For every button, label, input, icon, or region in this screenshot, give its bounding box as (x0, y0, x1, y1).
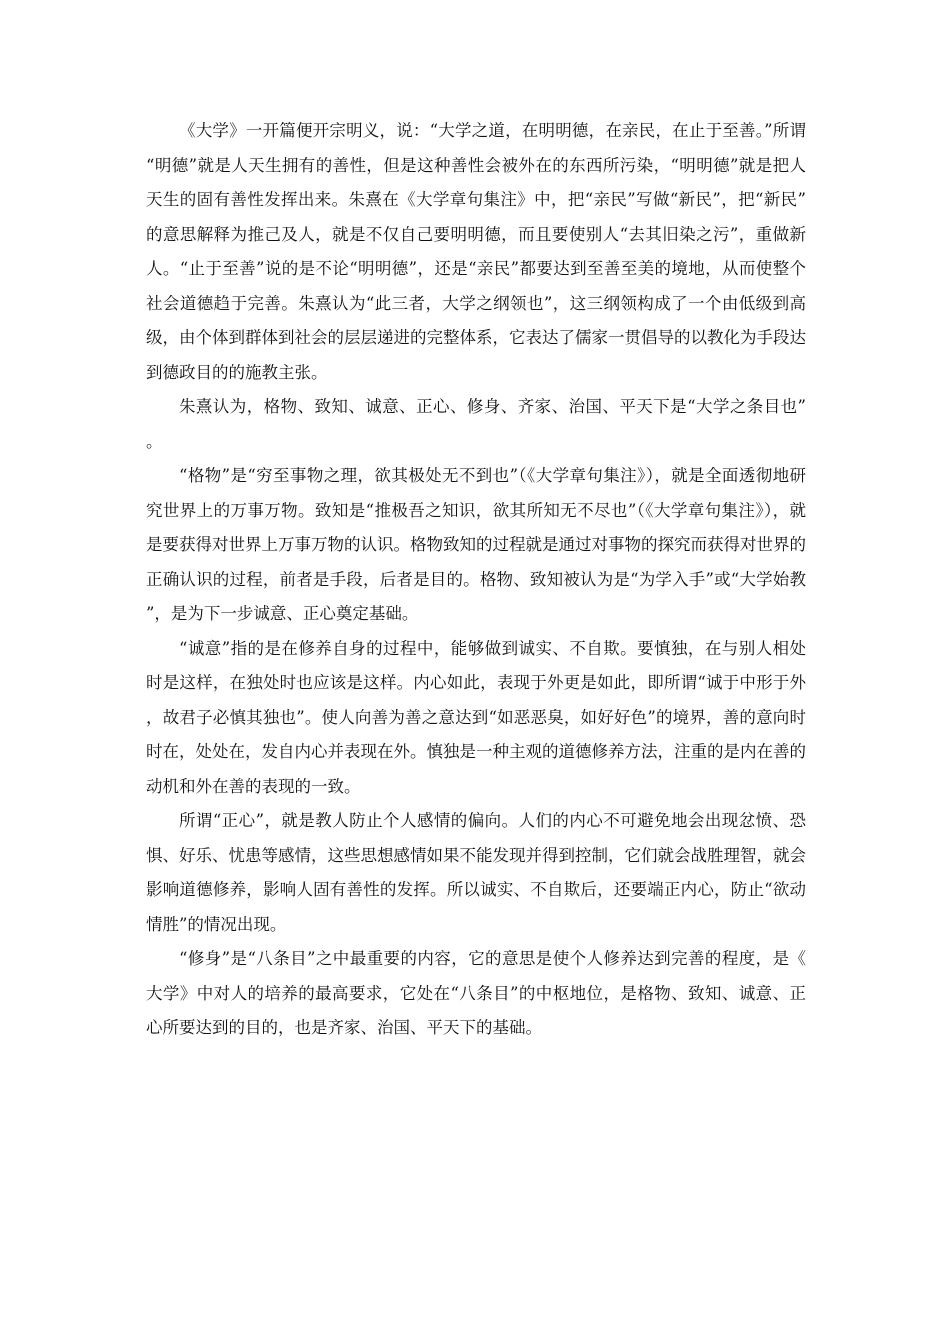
paragraph-chengyi: “诚意”指的是在修养自身的过程中，能够做到诚实、不自欺。要慎独，在与别人相处时是这样，在独处时也应该是这样。内心如此，表现于外更是如此，即所谓“诚于中形于外，故君子必慎其独也”。使人向善为善之意达到“如恶恶臭，如好好色”的境界，善的意向时时在，处处在，发自内心并表现在外。慎独是一种主观的道德修养方法，注重的是内在善的动机和外在善的表现的一致。 (146, 638, 806, 796)
paragraph-gewu-zhizhi: “格物”是“穷至事物之理，欲其极处无不到也”（《大学章句集注》），就是全面透彻地研究世界上的万事万物。致知是“推极吾之知识，欲其所知无不尽也”（《大学章句集注》），就是要获得对世界上万事万物的认识。格物致知的过程就是通过对事物的探究而获得对世界的正确认识的过程，前者是手段，后者是目的。格物、致知被认为是“为学入手”或“大学始教”，是为下一步诚意、正心奠定基础。 (146, 466, 806, 623)
paragraph-daxue-three-principles: 《大学》一开篇便开宗明义，说：“大学之道，在明明德，在亲民，在止于至善。”所谓“明德”就是人天生拥有的善性，但是这种善性会被外在的东西所污染，“明明德”就是把人天生的固有善性发挥出来。朱熹在《大学章句集注》中，把“亲民”写做“新民”，把“新民”的意思解释为推己及人，就是不仅自己要明明德，而且要使别人“去其旧染之污”，重做新人。“止于至善”说的是不论“明明德”，还是“亲民”都要达到至善至美的境地，从而使整个社会道德趋于完善。朱熹认为“此三者，大学之纲领也”，这三纲领构成了一个由低级到高级，由个体到群体到社会的层层递进的完整体系，它表达了儒家一贯倡导的以教化为手段达到德政目的的施教主张。 (146, 121, 806, 382)
paragraph-eight-items-intro: 朱熹认为，格物、致知、诚意、正心、修身、齐家、治国、平天下是“大学之条目也”。 (146, 397, 806, 451)
paragraph-xiushen: “修身”是“八条目”之中最重要的内容，它的意思是使个人修养达到完善的程度，是《大学》中对人的培养的最高要求，它处在“八条目”的中枢地位，是格物、致知、诚意、正心所要达到的目的，也是齐家、治国、平天下的基础。 (146, 949, 806, 1037)
document-body (146, 114, 806, 1046)
paragraph-zhengxin: 所谓“正心”，就是教人防止个人感情的偏向。人们的内心不可避免地会出现忿愤、恐惧、好乐、忧患等感情，这些思想感情如果不能发现并得到控制，它们就会战胜理智，就会影响道德修养，影响人固有善性的发挥。所以诚实、不自欺后，还要端正内心，防止“欲动情胜”的情况出现。 (146, 811, 806, 934)
